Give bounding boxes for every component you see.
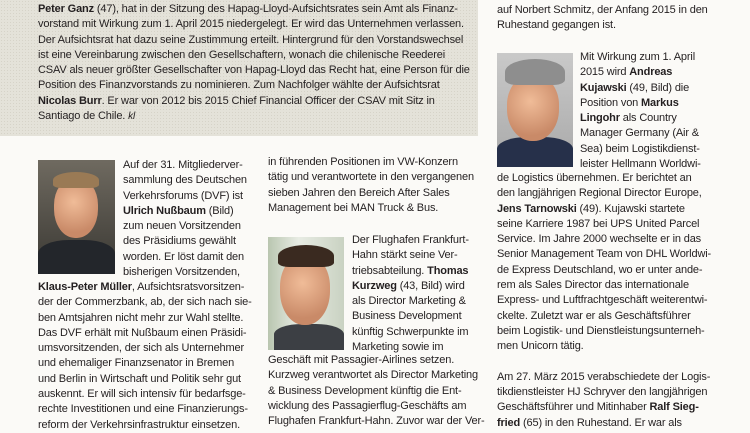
text-segment: sammlung des Deutschen [123,174,247,187]
text-segment: als Director Marketing & [352,295,466,308]
text-line [497,309,711,324]
text-line [352,309,469,324]
text-line [497,247,711,262]
text-line [38,372,252,387]
text-line [38,295,252,310]
text-segment: Am 27. März 2015 verabschiedete der Logis- [497,370,711,383]
text-line [497,324,711,339]
text-line [38,94,470,109]
text-segment: (49). Kujawski startete [576,202,685,215]
text-line [497,385,711,400]
text-line [38,2,470,17]
text-segment: worden. Er löst damit den [123,250,244,263]
text-line [497,171,711,186]
text-line [123,173,247,188]
person-name: Markus [641,96,679,109]
text-segment: künftig Schwerpunkte im [352,325,469,338]
text-segment: Management bei MAN Truck & Bus. [268,201,439,214]
man-article-end [268,155,474,216]
text-segment: Position des Finanzvorstands zu nominieren. Zum Nachfolger wählte der Aufsichtsrat [38,79,440,92]
text-segment: als Country [619,112,677,125]
text-line [497,3,708,18]
text-segment: seine Karriere 1987 bei UPS United Parcel [497,217,700,230]
text-line [38,311,252,326]
text-line [123,189,247,204]
text-segment: 2015 wird [580,66,630,79]
text-line [497,416,711,431]
text-line [38,48,470,63]
text-segment: CSAV als neuer größter Gesellschafter von Hapag-Lloyd das Recht hat, eine Person für die [38,64,470,77]
text-line [268,186,474,201]
text-segment: Flughafen Frankfurt-Hahn. Zuvor war der Ver- [268,415,485,428]
text-segment: ben Amtsjahren nicht mehr zur Wahl stellte. [38,311,244,324]
text-line [38,78,470,93]
person-name: Ulrich Nußbaum [123,204,206,217]
text-line [123,250,247,265]
text-line [123,234,247,249]
photo-thomas-kurzweg [268,237,344,350]
photo-andreas-kujawski [497,53,573,167]
text-segment: (Bild) [205,204,234,217]
text-line [123,265,247,280]
person-name: Lingohr [580,112,620,125]
text-segment: Das DVF erhält mit Nußbaum einen Präsidi- [38,326,247,339]
text-line [352,248,469,263]
text-segment: Mit Wirkung zum 1. April [580,51,695,63]
text-segment: de Logistics übernehmen. Er berichtet an [497,172,692,184]
text-segment: Position von [580,96,642,109]
author-initials: kl [128,111,136,123]
text-segment: Verkehrsforums (DVF) ist [123,189,243,202]
text-line [497,217,711,232]
text-segment: & Business Development künftig die Ent- [268,384,462,397]
text-line [38,33,470,48]
text-segment: Santiago de Chile. [38,110,129,123]
text-segment: (47), hat in der Sitzung des Hapag-Lloyd-Aufsichtsrates sein Amt als Finanz- [93,3,458,15]
text-segment: zum neuen Vorsitzenden [123,220,241,233]
text-line [268,399,485,414]
text-segment: Express- und Luftfrachtgeschäft weiterentwi- [497,294,708,307]
text-line [580,96,701,111]
text-line [580,65,701,80]
text-segment: Kurzweg verantwortet als Director Marketing [268,369,478,382]
person-name: Andreas [629,66,673,79]
dvf-article-intro [123,158,247,280]
text-line [497,339,711,354]
text-line [38,280,252,295]
text-line [352,294,469,309]
text-segment: Manager Germany (Air & [580,127,699,140]
text-line [352,264,469,279]
text-segment: beim Logistik- und Dienstleistungsunterneh- [497,324,705,337]
text-segment: auf Norbert Schmitz, der Anfang 2015 in den [497,4,708,16]
text-line [352,279,469,294]
text-segment: und ehemaliger Finanzsenator in Bremen [38,357,235,370]
text-line [38,402,252,417]
text-segment: triebsabteilung. [352,264,428,277]
text-segment: der der Commerzbank, ab, der sich nach sie- [38,296,252,309]
person-name: fried [497,416,521,429]
text-line [497,232,711,247]
text-segment: ist eine Vereinbarung zwischen den Gesellschaftern, wonach die chilenische Reederei [38,48,446,61]
text-segment: rechte Investitionen und eine Finanzierungs- [38,403,248,416]
text-segment: Sea) beim Logistikdienst- [580,142,700,155]
text-line [123,219,247,234]
text-line [268,384,485,399]
text-segment: de Express Deutschland, wo er unter ande- [497,263,703,276]
text-line [38,387,252,402]
text-segment: tätig und verantwortete in den vergangenen [268,171,474,184]
text-segment: Geschäft mit Passagier-Airlines setzen. [268,354,455,366]
text-line [123,204,247,219]
text-line [38,17,470,32]
text-line [38,341,252,356]
text-line [123,158,247,173]
text-segment: auskennt. Er will sich intensiv für bedarfsge- [38,388,246,401]
text-line [497,263,711,278]
text-line [352,325,469,340]
text-line [38,326,252,341]
person-name: Ralf Sieg- [649,401,699,414]
hellmann-article-intro [580,50,701,172]
text-segment: Hahn stärkt seine Ver- [352,249,458,262]
text-line [497,278,711,293]
text-segment: , Aufsichtsratsvorsitzen- [131,281,245,293]
text-segment: Der Aufsichtsrat hat dazu seine Zustimmung erteilt. Hintergrund für den Vorstandswechsel [38,33,464,46]
text-line [38,63,470,78]
text-segment: (65) in den Ruhestand. Er war als [520,416,682,429]
text-segment: Senior Management Team von DHL Worldwi- [497,248,712,261]
text-segment: leister Hellmann Worldwi- [580,158,701,171]
text-segment: den langjährigen Regional Director Europe, [497,187,702,200]
text-line [268,155,474,170]
text-segment: ckelte. Zuletzt war er als Geschäftsführer [497,309,691,322]
text-line [497,355,711,370]
text-segment: Marketing sowie im [352,341,444,354]
text-line [580,111,701,126]
person-name: Kurzweg [352,279,397,292]
text-segment: Service. Im Jahre 2000 wechselte er in das [497,233,702,246]
person-name: Klaus-Peter Müller [38,281,132,293]
text-segment: Auf der 31. Mitgliederver- [123,159,243,171]
hellmann-article-body [497,171,711,431]
text-line [580,126,701,141]
text-segment: tikdienstleister HJ Schryver den langjährigen [497,386,708,399]
person-name: Nicolas Burr [38,94,102,107]
frankfurt-hahn-article-body [268,353,485,429]
person-name: Kujawski [580,81,627,94]
dvf-article-body [38,280,252,433]
text-segment: . Er war von 2012 bis 2015 Chief Financial Officer der CSAV mit Sitz in [101,94,435,107]
person-name: Thomas [427,264,469,277]
text-segment: Ruhestand gegangen ist. [497,19,616,32]
text-line [580,50,701,65]
text-line [497,186,711,201]
person-name: Peter Ganz [38,3,94,15]
text-line [497,400,711,415]
text-segment: des Präsidiums gewählt [123,235,236,248]
text-segment: (43, Bild) wird [396,279,465,292]
text-segment: in führenden Positionen im VW-Konzern [268,156,458,168]
text-line [352,233,469,248]
text-segment: Business Development [352,310,462,323]
text-segment: Der Flughafen Frankfurt- [352,234,469,246]
text-segment: men Unicorn tätig. [497,340,584,353]
text-segment: sieben Jahren den Bereich After Sales [268,186,450,199]
text-line [268,353,485,368]
text-line [497,293,711,308]
text-segment: reform der Verkehrsinfrastruktur einsetzen. [38,418,241,431]
frankfurt-hahn-article-intro [352,233,469,355]
text-line [38,418,252,433]
text-segment: bisherigen Vorsitzenden, [123,266,240,279]
hapag-lloyd-article [38,2,470,124]
text-segment: wicklung des Passagierflug-Geschäfts am [268,399,467,412]
text-line [497,202,711,217]
text-line [38,109,470,124]
text-line [268,170,474,185]
text-line [497,370,711,385]
text-segment: vorstand mit Wirkung zum 1. April 2015 niedergelegt. Er wird das Unternehmen verlassen. [38,18,464,31]
text-line [580,81,701,96]
previous-article-end [497,3,708,34]
person-name: Jens Tarnowski [497,202,577,215]
text-segment: Geschäftsführer und Mitinhaber [497,401,650,414]
text-segment: rem als Sales Director das internationale [497,279,689,292]
text-segment: umsvorsitzenden, der sich als Unternehmer [38,342,244,355]
text-segment: und Berlin in Wirtschaft und Politik sehr gut [38,372,241,385]
text-line [580,142,701,157]
text-line [38,356,252,371]
text-line [497,18,708,33]
text-segment: (49, Bild) die [626,81,690,94]
text-line [268,368,485,383]
text-line [268,201,474,216]
photo-ulrich-nussbaum [38,160,115,274]
